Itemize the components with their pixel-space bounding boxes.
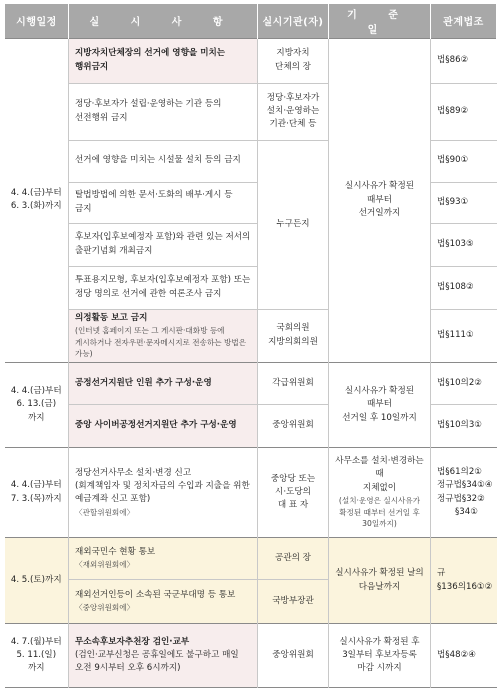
header-row	[5, 4, 497, 38]
law-cell	[431, 448, 497, 538]
standard-line: 실시사유가 확정된 때부터	[344, 386, 415, 410]
agency-cell: 국방부장관	[258, 580, 329, 624]
date-cell: 4. 5.(토)까지	[5, 538, 69, 624]
agency-line: 단체의 장	[275, 61, 311, 72]
header-law: 관계법조	[431, 4, 497, 38]
date-end: 6. 3.(화)까지	[10, 201, 62, 212]
item-title: 재외국민수 현황 통보	[75, 547, 156, 558]
date-end: 6. 13.(금)까지	[16, 399, 57, 423]
agency-cell	[258, 309, 329, 363]
date-start: 4. 4.(금)부터	[10, 187, 62, 198]
standard-line: 확정된 때부터 선거일 후	[339, 507, 420, 517]
item-cell: 정당·후보자가 설립·운영하는 기관 등의 선전행위 금지	[69, 83, 258, 140]
agency-line: 설치·운영하는	[266, 105, 320, 116]
item-note: 〈중앙위원회에〉	[75, 603, 135, 613]
law-cell: 법§111①	[431, 309, 497, 363]
law-line: §34①	[455, 506, 478, 517]
law-cell: 규§136의16①②	[431, 538, 497, 624]
law-cell: 법§10의3①	[431, 405, 497, 448]
standard-line: 실시사유가 확정된 날의	[335, 568, 424, 579]
standard-line: 다음날까지	[358, 581, 401, 592]
agency-cell	[258, 448, 329, 538]
item-cell: 후보자(입후보예정자 포함)와 관련 있는 저서의 출판기념회 개최금지	[69, 223, 258, 266]
election-schedule-table	[4, 4, 497, 688]
law-cell: 법§86②	[431, 38, 497, 83]
law-cell: 법§103⑤	[431, 223, 497, 266]
item-note: 〈관할위원회에〉	[75, 507, 135, 517]
item-note: 〈재외위원회에〉	[75, 560, 135, 570]
standard-line: 사무소를 설치·변경하는 때	[335, 455, 424, 480]
law-line: 법§61의2①	[437, 466, 483, 477]
date-cell	[5, 448, 69, 538]
standard-cell	[329, 38, 431, 363]
item-note: (검인·교부신청은 공휴일에도 불구하고 매일 오전 9시부터 오후 6시까지)	[75, 649, 239, 674]
table-row	[5, 448, 497, 538]
standard-cell	[329, 363, 431, 448]
item-cell: 지방자치단체장의 선거에 영향을 미치는 행위금지	[69, 38, 258, 83]
standard-cell	[329, 538, 431, 624]
law-cell: 법§108②	[431, 266, 497, 309]
item-title: 의정활동 보고 금지	[75, 312, 148, 323]
agency-cell	[258, 83, 329, 140]
item-cell	[69, 538, 258, 580]
agency-cell: 중앙위원회	[258, 624, 329, 688]
header-agency: 실시기관(자)	[258, 4, 329, 38]
agency-line: 시·도당의	[275, 486, 311, 497]
law-line: 정규법§34①④	[437, 480, 493, 491]
law-cell: 법§93①	[431, 182, 497, 223]
standard-line: 실시사유가 확정된 후	[339, 636, 420, 647]
date-cell	[5, 38, 69, 363]
standard-line: 선거일 후 10일까지	[342, 412, 417, 423]
header-item: 실 시 사 항	[69, 4, 258, 38]
agency-line: 정당·후보자가	[266, 92, 320, 103]
item-cell: 선거에 영향을 미치는 시설물 설치 등의 금지	[69, 140, 258, 182]
date-start: 4. 7.(월)부터	[10, 636, 62, 647]
item-cell: 공정선거지원단 인원 추가 구성·운영	[69, 363, 258, 405]
item-title: 재외선거인등이 소속된 국군부대명 등 통보	[75, 590, 236, 601]
agency-line: 국회의원	[276, 323, 310, 334]
standard-line: 마감 시까지	[357, 663, 402, 674]
agency-cell: 각급위원회	[258, 363, 329, 405]
agency-line: 대 표 자	[277, 500, 309, 511]
standard-line: 실시사유가 확정된 때부터	[344, 181, 415, 205]
header-date: 시행일정	[5, 4, 69, 38]
law-cell: 법§90①	[431, 140, 497, 182]
table-row	[5, 624, 497, 688]
item-title: 정당선거사무소 설치·변경 신고	[75, 467, 192, 478]
standard-line: 지체없이	[362, 482, 397, 493]
item-cell: 중앙 사이버공정선거지원단 추가 구성·운영	[69, 405, 258, 448]
date-cell	[5, 624, 69, 688]
agency-cell: 공관의 장	[258, 538, 329, 580]
standard-cell	[329, 624, 431, 688]
item-cell	[69, 309, 258, 363]
header-standard: 기 준 일	[329, 4, 431, 38]
table-row	[5, 363, 497, 405]
standard-line: (설치·운영은 실시사유가	[338, 495, 421, 505]
standard-line: 선거일까지	[358, 207, 401, 218]
standard-cell	[329, 448, 431, 538]
law-cell: 법§48②④	[431, 624, 497, 688]
agency-line: 지방자치	[276, 48, 310, 59]
date-cell	[5, 363, 69, 448]
agency-line: 기관·단체 등	[269, 119, 317, 130]
standard-line: 30일까지)	[362, 519, 397, 529]
law-cell: 법§89②	[431, 83, 497, 140]
law-line: 정규법§32②	[437, 493, 485, 504]
agency-cell: 누구든지	[258, 140, 329, 309]
date-end: 7. 3.(목)까지	[10, 493, 62, 504]
law-cell: 법§10의2②	[431, 363, 497, 405]
item-title: 무소속후보자추천장 검인·교부	[75, 636, 190, 647]
item-cell	[69, 624, 258, 688]
item-cell: 투표용지모형, 후보자(입후보예정자 포함) 또는 정당 명의로 선거에 관한 여론조사 금지	[69, 266, 258, 309]
agency-cell: 중앙위원회	[258, 405, 329, 448]
schedule-table-wrapper	[4, 4, 496, 688]
date-end: 5. 11.(일)까지	[16, 649, 57, 674]
agency-cell	[258, 38, 329, 83]
item-cell: 탈법방법에 의한 문서·도화의 배부·게시 등 금지	[69, 182, 258, 223]
table-row	[5, 538, 497, 580]
agency-line: 지방의회의원	[268, 336, 318, 347]
agency-line: 중앙당 또는	[270, 473, 316, 484]
table-row	[5, 38, 497, 83]
item-note: (회계책임자 및 정치자금의 수입과 지출을 위한 예금계좌 신고 포함)	[75, 481, 250, 505]
item-cell	[69, 580, 258, 624]
item-cell	[69, 448, 258, 538]
date-start: 4. 4.(금)부터	[10, 480, 62, 491]
date-start: 4. 4.(금)부터	[10, 386, 62, 397]
item-note: (인터넷 홈페이지 또는 그 게시판·대화방 등에 게시하거나 전자우편·문자메시지로 전송하는 방법은 가능)	[75, 325, 247, 359]
standard-line: 3일부터 후보자등록	[342, 649, 417, 660]
